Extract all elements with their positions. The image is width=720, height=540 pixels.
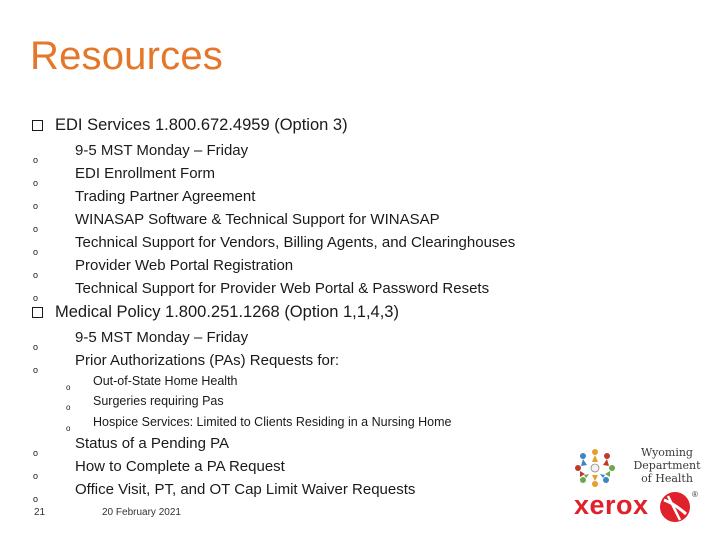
bullet-icon: o <box>33 448 39 458</box>
xerox-logo <box>574 490 704 530</box>
section-heading-text: Medical Policy 1.800.251.1268 (Option 1,1,4,3) <box>55 303 399 321</box>
footer-date: 20 February 2021 <box>102 507 181 518</box>
list-item: Trading Partner Agreement <box>75 188 256 205</box>
bullet-icon: o <box>33 293 39 303</box>
logo-line: Department <box>633 459 701 472</box>
bullet-icon: o <box>33 155 39 165</box>
bullet-icon: o <box>33 270 39 280</box>
wyoming-logo-text <box>622 446 712 485</box>
list-item: WINASAP Software & Technical Support for WINASAP <box>75 211 440 228</box>
list-item: Office Visit, PT, and OT Cap Limit Waiver Requests <box>75 481 416 498</box>
registered-mark-icon: ® <box>692 490 698 499</box>
xerox-wordmark: xerox <box>574 490 649 520</box>
logo-line: of Health <box>641 472 693 485</box>
section-heading-edi <box>32 116 348 135</box>
logo-line: Wyoming <box>641 446 693 459</box>
bullet-icon: o <box>33 494 39 504</box>
list-item: Prior Authorizations (PAs) Requests for: <box>75 352 339 369</box>
list-item: 9-5 MST Monday – Friday <box>75 329 249 346</box>
bullet-icon: o <box>33 365 39 375</box>
list-item: Technical Support for Vendors, Billing Agents, and Clearinghouses <box>75 234 516 251</box>
list-item: How to Complete a PA Request <box>75 458 285 475</box>
page-title: Resources <box>30 34 223 78</box>
xerox-sphere-icon <box>658 490 692 524</box>
bullet-icon: o <box>33 471 39 481</box>
list-item: Provider Web Portal Registration <box>75 257 294 274</box>
sub-list-item: Out-of-State Home Health <box>93 374 238 388</box>
list-item: EDI Enrollment Form <box>75 165 216 182</box>
sub-list-item: Hospice Services: Limited to Clients Residing in a Nursing Home <box>93 415 452 429</box>
sub-bullet-icon: o <box>66 403 71 412</box>
sub-bullet-icon: o <box>66 424 71 433</box>
wyoming-health-logo <box>568 444 708 494</box>
list-item: 9-5 MST Monday – Friday <box>75 142 249 159</box>
bullet-icon: o <box>33 342 39 352</box>
bullet-icon: o <box>33 224 39 234</box>
people-circle-icon <box>570 446 620 490</box>
checkbox-bullet-icon <box>32 120 43 131</box>
sub-list-item: Surgeries requiring Pas <box>93 394 224 408</box>
page-number: 21 <box>34 507 46 518</box>
bullet-icon: o <box>33 247 39 257</box>
bullet-icon: o <box>33 201 39 211</box>
sub-bullet-icon: o <box>66 383 71 392</box>
list-item: Technical Support for Provider Web Portal & Password Resets <box>75 280 490 297</box>
bullet-icon: o <box>33 178 39 188</box>
checkbox-bullet-icon <box>32 307 43 318</box>
section-heading-medical-policy <box>32 303 399 322</box>
list-item: Status of a Pending PA <box>75 435 229 452</box>
section-heading-text: EDI Services 1.800.672.4959 (Option 3) <box>55 116 348 134</box>
